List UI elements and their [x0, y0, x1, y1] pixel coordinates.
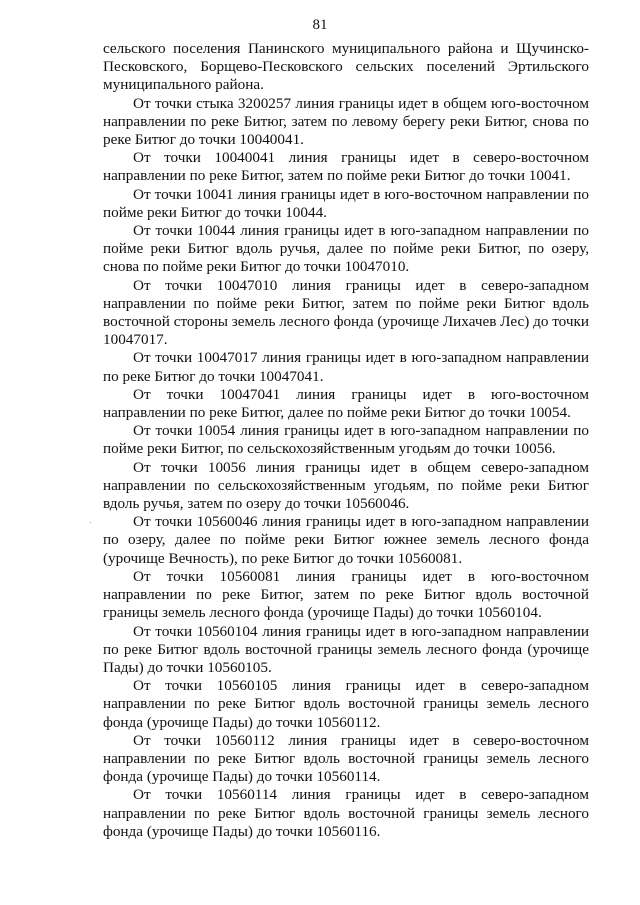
paragraph: От точки 10560104 линия границы идет в юго-западном направлении по реке Битюг вдоль восточной границы земель лесного фонда (урочище Пады) до точки 10560105. [103, 622, 589, 676]
page-number: 81 [312, 17, 328, 33]
paragraph: От точки 10056 линия границы идет в общем северо-западном направлении по сельскохозяйственным угодьям, по пойме реки Битюг вдоль ручья, затем по озеру до точки 10560046. [103, 458, 589, 513]
paragraph: От точки 10047017 линия границы идет в юго-западном направлении по реке Битюг до точки 10047041. [103, 349, 589, 385]
paragraph: От точки 10560114 линия границы идет в северо-западном направлении по реке Битюг вдоль восточной границы земель лесного фонда (урочище Пады) до точки 10560116. [103, 786, 589, 840]
paragraph-continuation: сельского поселения Панинского муниципального района и Щучинско-Песковского, Борщево-Песковского сельских поселений Эртильского муниципального района. [103, 40, 589, 94]
paragraph: От точки 10054 линия границы идет в юго-западном направлении по пойме реки Битюг, по сельскохозяйственным угодьям до точки 10056. [103, 422, 589, 458]
scan-speck [90, 522, 91, 523]
paragraph: От точки 10040041 линия границы идет в северо-восточном направлении по реке Битюг, затем по пойме реки Битюг до точки 10041. [103, 149, 589, 185]
paragraph: От точки 10041 линия границы идет в юго-восточном направлении по пойме реки Битюг до точки 10044. [103, 185, 589, 221]
paragraph: От точки 10047041 линия границы идет в юго-восточном направлении по реке Битюг, далее по пойме реки Битюг до точки 10054. [103, 385, 589, 422]
paragraph: От точки 10560081 линия границы идет в юго-восточном направлении по реке Битюг, затем по реке Битюг вдоль восточной границы земель лесного фонда (урочище Пады) до точки 10560104. [103, 567, 589, 622]
paragraph: От точки 10560112 линия границы идет в северо-восточном направлении по реке Битюг вдоль восточной границы земель лесного фонда (урочище Пады) до точки 10560114. [103, 731, 589, 786]
paragraph: От точки 10044 линия границы идет в юго-западном направлении по пойме реки Битюг вдоль ручья, далее по пойме реки Битюг, по озеру, снова по пойме реки Битюг до точки 10047010. [103, 222, 589, 276]
paragraph: От точки стыка 3200257 линия границы идет в общем юго-восточном направлении по реке Битюг, затем по левому берегу реки Битюг, снова по реке Битюг до точки 10040041. [103, 94, 589, 149]
document-body [103, 40, 589, 841]
paragraph: От точки 10560046 линия границы идет в юго-западном направлении по озеру, далее по пойме реки Битюг южнее земель лесного фонда (урочище Вечность), по реке Битюг до точки 10560081. [103, 513, 589, 567]
paragraph: От точки 10047010 линия границы идет в северо-западном направлении по пойме реки Битюг, затем по пойме реки Битюг вдоль восточной стороны земель лесного фонда (урочище Лихачев Лес) до точки 10047017. [103, 276, 589, 349]
paragraph: От точки 10560105 линия границы идет в северо-западном направлении по реке Битюг вдоль восточной границы земель лесного фонда (урочище Пады) до точки 10560112. [103, 677, 589, 731]
